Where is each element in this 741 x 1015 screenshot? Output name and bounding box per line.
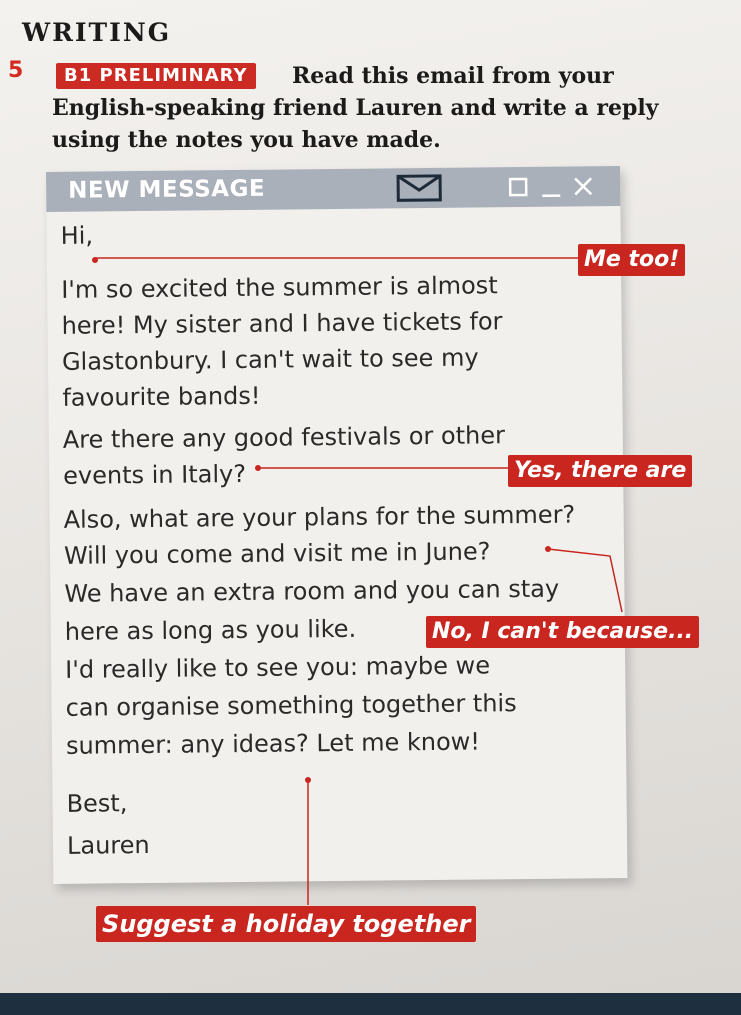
email-line: favourite bands! bbox=[62, 381, 261, 412]
email-line: We have an extra room and you can stay bbox=[64, 574, 560, 608]
connector-dot-2 bbox=[255, 465, 261, 471]
exam-badge: B1 PRELIMINARY bbox=[56, 63, 256, 89]
email-line: I'm so excited the summer is almost bbox=[61, 271, 498, 304]
email-line: Glastonbury. I can't wait to see my bbox=[61, 343, 479, 376]
connector-dot-1 bbox=[92, 257, 98, 263]
section-title: WRITING bbox=[22, 18, 172, 47]
note-yes-there-are: Yes, there are bbox=[508, 455, 692, 487]
email-signoff: Best, bbox=[66, 789, 128, 818]
connector-dot-4 bbox=[305, 777, 311, 783]
page-bottom-edge bbox=[0, 993, 741, 1015]
connector-line-3 bbox=[548, 549, 622, 612]
email-header-title: NEW MESSAGE bbox=[68, 175, 266, 204]
email-line: can organise something together this bbox=[65, 689, 517, 722]
connector-dot-3 bbox=[545, 546, 551, 552]
email-line: here as long as you like. bbox=[64, 614, 357, 646]
email-greeting: Hi, bbox=[60, 221, 94, 250]
note-no-i-cant: No, I can't because... bbox=[426, 616, 699, 648]
email-line: Are there any good festivals or other bbox=[62, 421, 506, 454]
email-line: summer: any ideas? Let me know! bbox=[65, 727, 481, 760]
email-line: Will you come and visit me in June? bbox=[63, 537, 491, 570]
email-line: I'd really like to see you: maybe we bbox=[65, 651, 491, 684]
note-suggest-holiday: Suggest a holiday together bbox=[96, 906, 476, 942]
exercise-instructions: Read this email from your English-speaking friend Lauren and write a reply using the notes you have made. bbox=[52, 63, 659, 153]
exercise-number: 5 bbox=[8, 58, 24, 83]
email-line: Also, what are your plans for the summer? bbox=[63, 500, 576, 534]
email-signature: Lauren bbox=[66, 830, 150, 860]
email-line: events in Italy? bbox=[63, 459, 247, 490]
note-me-too: Me too! bbox=[578, 244, 685, 276]
email-line: here! My sister and I have tickets for bbox=[61, 307, 503, 340]
